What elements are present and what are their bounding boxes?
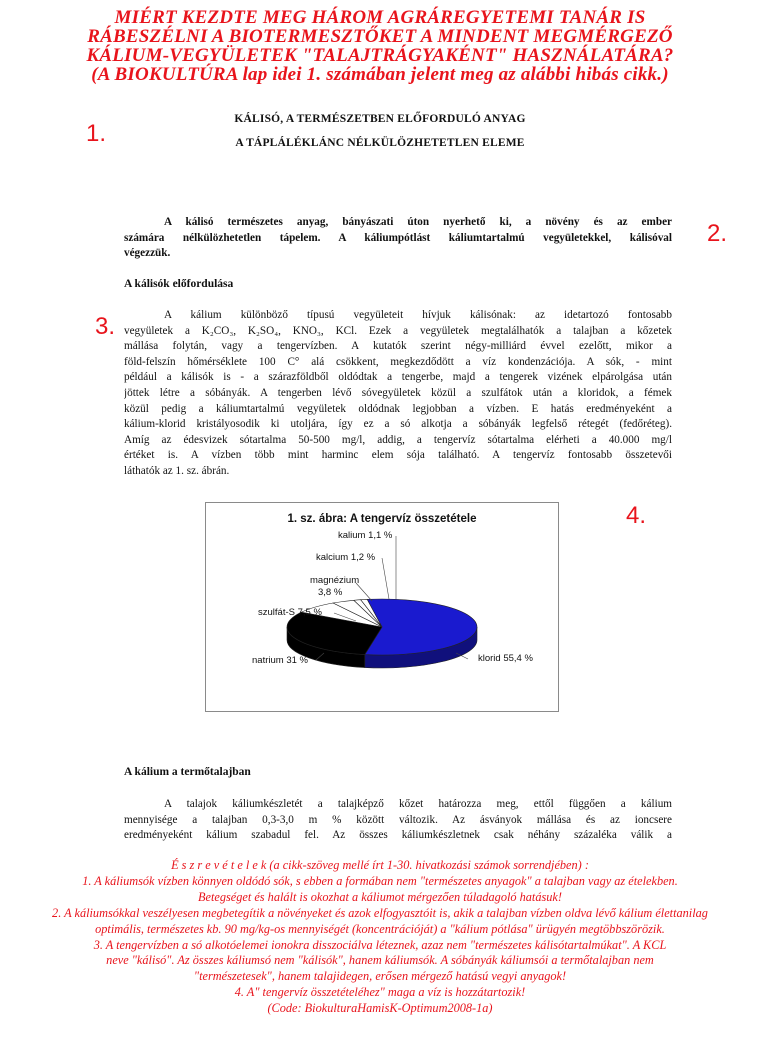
body-line: kálium-klorid kristályosodik ki utoljára, így ez a só alkotja a sóbányák legfelső rétegét (fedőréteg). <box>124 418 672 431</box>
marker-2: 2. <box>707 220 728 247</box>
headline-line: RÁBESZÉLNI A BIOTERMESZTŐKET A MINDENT MEGMÉRGEZŐ <box>87 26 673 47</box>
article-intro <box>124 215 672 262</box>
remark-line: 4. A" tengervíz összetételéhez" maga a víz is hozzátartozik! <box>234 985 526 1000</box>
article-section-soil <box>124 797 672 844</box>
chart-title: 1. sz. ábra: A tengervíz összetétele <box>287 513 477 525</box>
body-line: Amíg az édesvizek sótartalma 50-500 mg/l, addig, a tengervíz sótartalma elérheti a 40.000 mg/l <box>124 433 672 446</box>
marker-3: 3. <box>95 313 116 340</box>
marker-4: 4. <box>626 502 647 529</box>
red-headline <box>0 8 760 84</box>
pie-label-natrium: natrium 31 % <box>252 655 308 666</box>
section-heading-soil: A kálium a termőtalajban <box>124 766 251 778</box>
pie-label-klorid: klorid 55,4 % <box>478 653 533 664</box>
remark-line: 3. A tengervízben a só alkotóelemei ionokra disszociálva léteznek, azaz nem "természetes kálisótartalmúkat". A KCL <box>93 937 667 952</box>
intro-line: végezzük. <box>124 247 171 260</box>
body-line: A kálium különböző típusú vegyületeit hívjuk kálisónak: az idetartozó fontosabb <box>164 309 672 321</box>
pie-label-kalcium: kalcium 1,2 % <box>316 552 376 563</box>
body-line: eredményeként kálium szabadul fel. Az összes káliumkészletnek csak néhány százaléka válik a <box>124 829 672 842</box>
marker-1: 1. <box>86 120 107 147</box>
remark-line: Betegséget és halált is okozhat a káliumot mérgezően túladagoló hatásuk! <box>198 889 562 904</box>
body-line: például a kálisók is - a szárazföldből oldódtak a tengerbe, majd a tengerek vizének elpárolgása után <box>124 371 672 384</box>
body-line: vegyületek a K₂CO₃, K₂SO₄, KNO₃, KCl. Ezek a vegyületek megtalálhatók a talajban a kőzetek <box>124 324 672 337</box>
leader-kalcium <box>382 558 389 599</box>
remark-line: "természetesek", hanem talajidegen, erősen mérgező hatású vegyi anyagok! <box>193 969 567 984</box>
article-section-occurrence <box>124 308 672 480</box>
headline-line: (A BIOKULTÚRA lap idei 1. számában jelent meg az alábbi hibás cikk.) <box>91 64 669 85</box>
body-line: föld-felszín hőmérséklete 100 C° alá csökkent, megkezdődött a víz kondenzációja. A sók, - mint <box>124 355 672 368</box>
pie-label-szulfát-S: szulfát-S 7,5 % <box>258 607 322 618</box>
remark-line: optimális, természetes kb. 90 mg/kg-os mennyiségét (koncentrációját) a "kálium pótlása" ürügyén megtöbbszörözik. <box>95 921 665 936</box>
pie-label-magnézium: magnézium <box>310 575 360 586</box>
intro-line: A kálisó természetes anyag, bányászati úton nyerhető ki, a növény és az ember <box>164 216 672 228</box>
section-heading-occurrence: A kálisók előfordulása <box>124 278 234 290</box>
remark-line: 1. A káliumsók vízben könnyen oldódó sók, s ebben a formában nem "természetes anyagok" a talajban vagy az ételekben. <box>82 873 678 888</box>
pie-chart-figure <box>205 502 559 712</box>
headline-line: MIÉRT KEZDTE MEG HÁROM AGRÁREGYETEMI TANÁR IS <box>114 7 646 28</box>
body-line: jöttek létre a sóbányák. A tengerben lévő sóvegyületek közül a szulfátok után a kloridok, a fémek <box>124 386 672 399</box>
pie-label-kalium: kalium 1,1 % <box>338 530 393 541</box>
body-line: értéket is. A vízben több mint harminc elem sója található. A tengervíz fontosabb összetevői <box>124 449 672 462</box>
body-line: A talajok káliumkészletét a talajképző kőzet határozza meg, ettől függően a kálium <box>164 798 672 810</box>
pie-label-magnézium-value: 3,8 % <box>318 587 343 598</box>
intro-line: számára nélkülözhetetlen tápelem. A káliumpótlást káliumtartalmú vegyületekkel, kálisóval <box>124 231 672 244</box>
headline-line: KÁLIUM-VEGYÜLETEK "TALAJTRÁGYAKÉNT" HASZNÁLATÁRA? <box>86 45 674 66</box>
remark-line: neve "kálisó". Az összes káliumsó nem "kálisók", hanem káliumsók. A sóbányák káliumsói a termőtalajban nem <box>106 953 654 968</box>
code-line: (Code: BiokulturaHamisK-Optimum2008-1a) <box>267 1001 493 1016</box>
body-line: közül pedig a káliumtartalmú vegyületek oldódnak legjobban a vízben. E hatás eredményeként a <box>124 402 672 415</box>
article-title-line1: KÁLISÓ, A TERMÉSZETBEN ELŐFORDULÓ ANYAG <box>234 113 526 125</box>
body-line: mállása folytán, vagy a tengervízben. A kutatók szerint négy-milliárd évvel ezelőtt, mikor a <box>124 340 672 353</box>
pie-chart <box>206 503 558 711</box>
body-line: láthatók az 1. sz. ábrán. <box>124 464 230 477</box>
red-remarks <box>0 858 760 1017</box>
remarks-heading: É s z r e v é t e l e k (a cikk-szöveg mellé írt 1-30. hivatkozási számok sorrendjében) : <box>171 858 589 872</box>
article-title-line2: A TÁPLÁLÉKLÁNC NÉLKÜLÖZHETETLEN ELEME <box>235 137 525 149</box>
remark-line: 2. A káliumsókkal veszélyesen megbetegítik a növényeket és azok elfogyasztóit is, akik a talajban vízben oldva lévő kálium élettanilag <box>52 905 708 920</box>
body-line: mennyisége a talajban 0,3-3,0 m % között változik. Az ásványok mállása és az ioncsere <box>124 813 672 826</box>
